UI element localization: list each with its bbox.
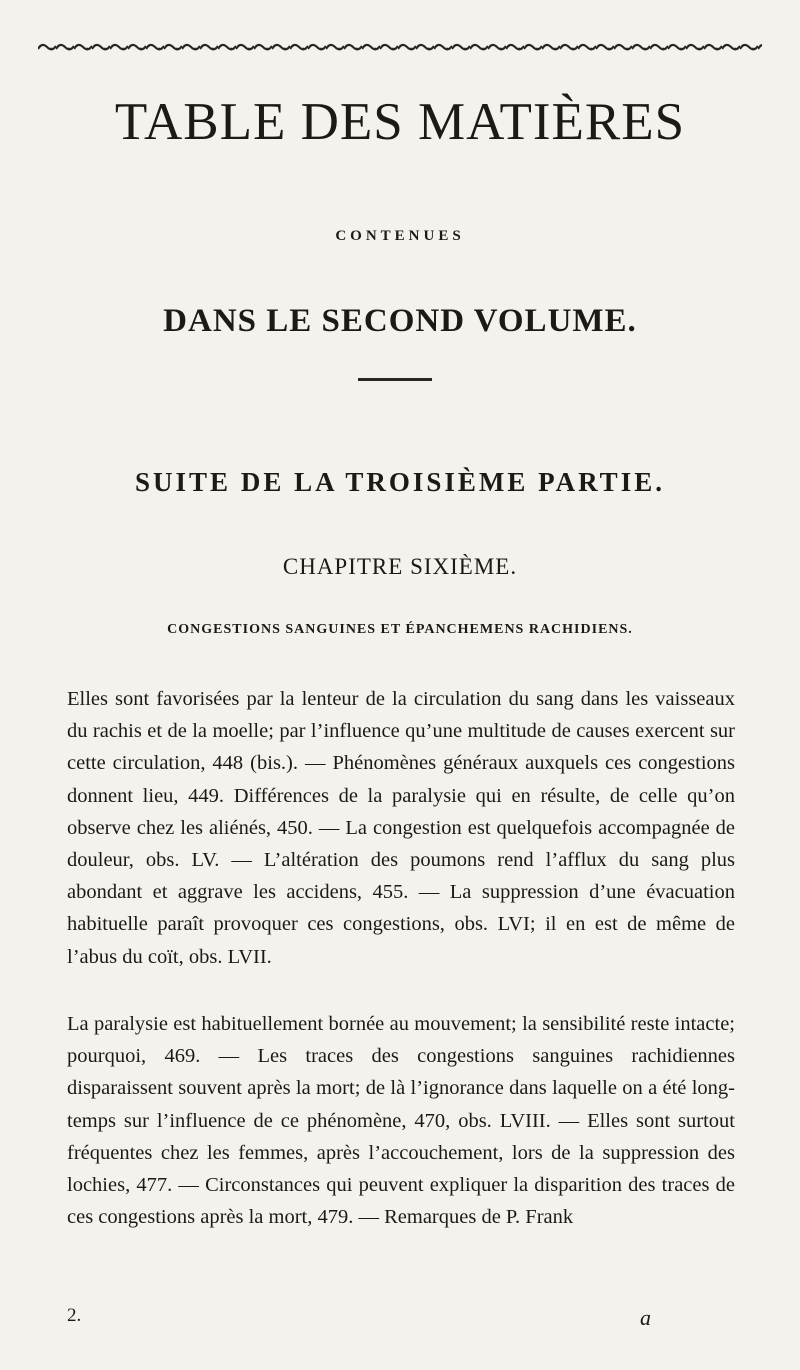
page-title: TABLE DES MATIÈRES <box>114 93 686 151</box>
chapter-heading: CHAPITRE SIXIÈME. <box>282 554 518 579</box>
body-paragraph: Elles sont favorisées par la lenteur de la circulation du sang dans les vaisseaux du rachis et de la moelle; par l’influence qu’une multitude de causes exercent sur cette circulation, 448 (bis.). — Phénomènes généraux auxquels ces congestions donnent lieu, 449. Différences de la paralysie qui en résulte, de celle qu’on observe chez les aliénés, 450. — La congestion est quelquefois accompagnée de douleur, obs. LV. — L’altération des poumons rend l’afflux du sang plus abondant et aggrave les accidens, 455. — La suppression d’une évacuation habituelle paraît provoquer ces congestions, obs. LVI; il en est de même de l’abus du coït, obs. LVII. <box>67 688 735 968</box>
part-heading: SUITE DE LA TROISIÈME PARTIE. <box>135 467 665 497</box>
section-heading: CONGESTIONS SANGUINES ET ÉPANCHEMENS RACHIDIENS. <box>167 622 633 637</box>
signature-mark: a <box>640 1305 651 1330</box>
divider-rule <box>358 378 432 381</box>
body-paragraph: La paralysie est habituellement bornée au mouvement; la sensibilité reste intacte; pourquoi, 469. — Les traces des congestions sanguines rachidiennes disparaissent souvent après la mort; de là l’ignorance dans laquelle on a été long-temps sur l’influence de ce phénomène, 470, obs. LVIII. — Elles sont surtout fréquentes chez les femmes, après l’accouchement, lors de la suppression des lochies, 477. — Circonstances qui peuvent expliquer la disparition des traces de ces congestions après la mort, 479. — Remarques de P. Frank <box>67 1013 735 1229</box>
page-number: 2. <box>67 1305 82 1326</box>
decorative-border-ornament <box>38 40 762 54</box>
page-subtitle: CONTENUES <box>335 228 465 244</box>
volume-heading: DANS LE SECOND VOLUME. <box>163 303 637 339</box>
